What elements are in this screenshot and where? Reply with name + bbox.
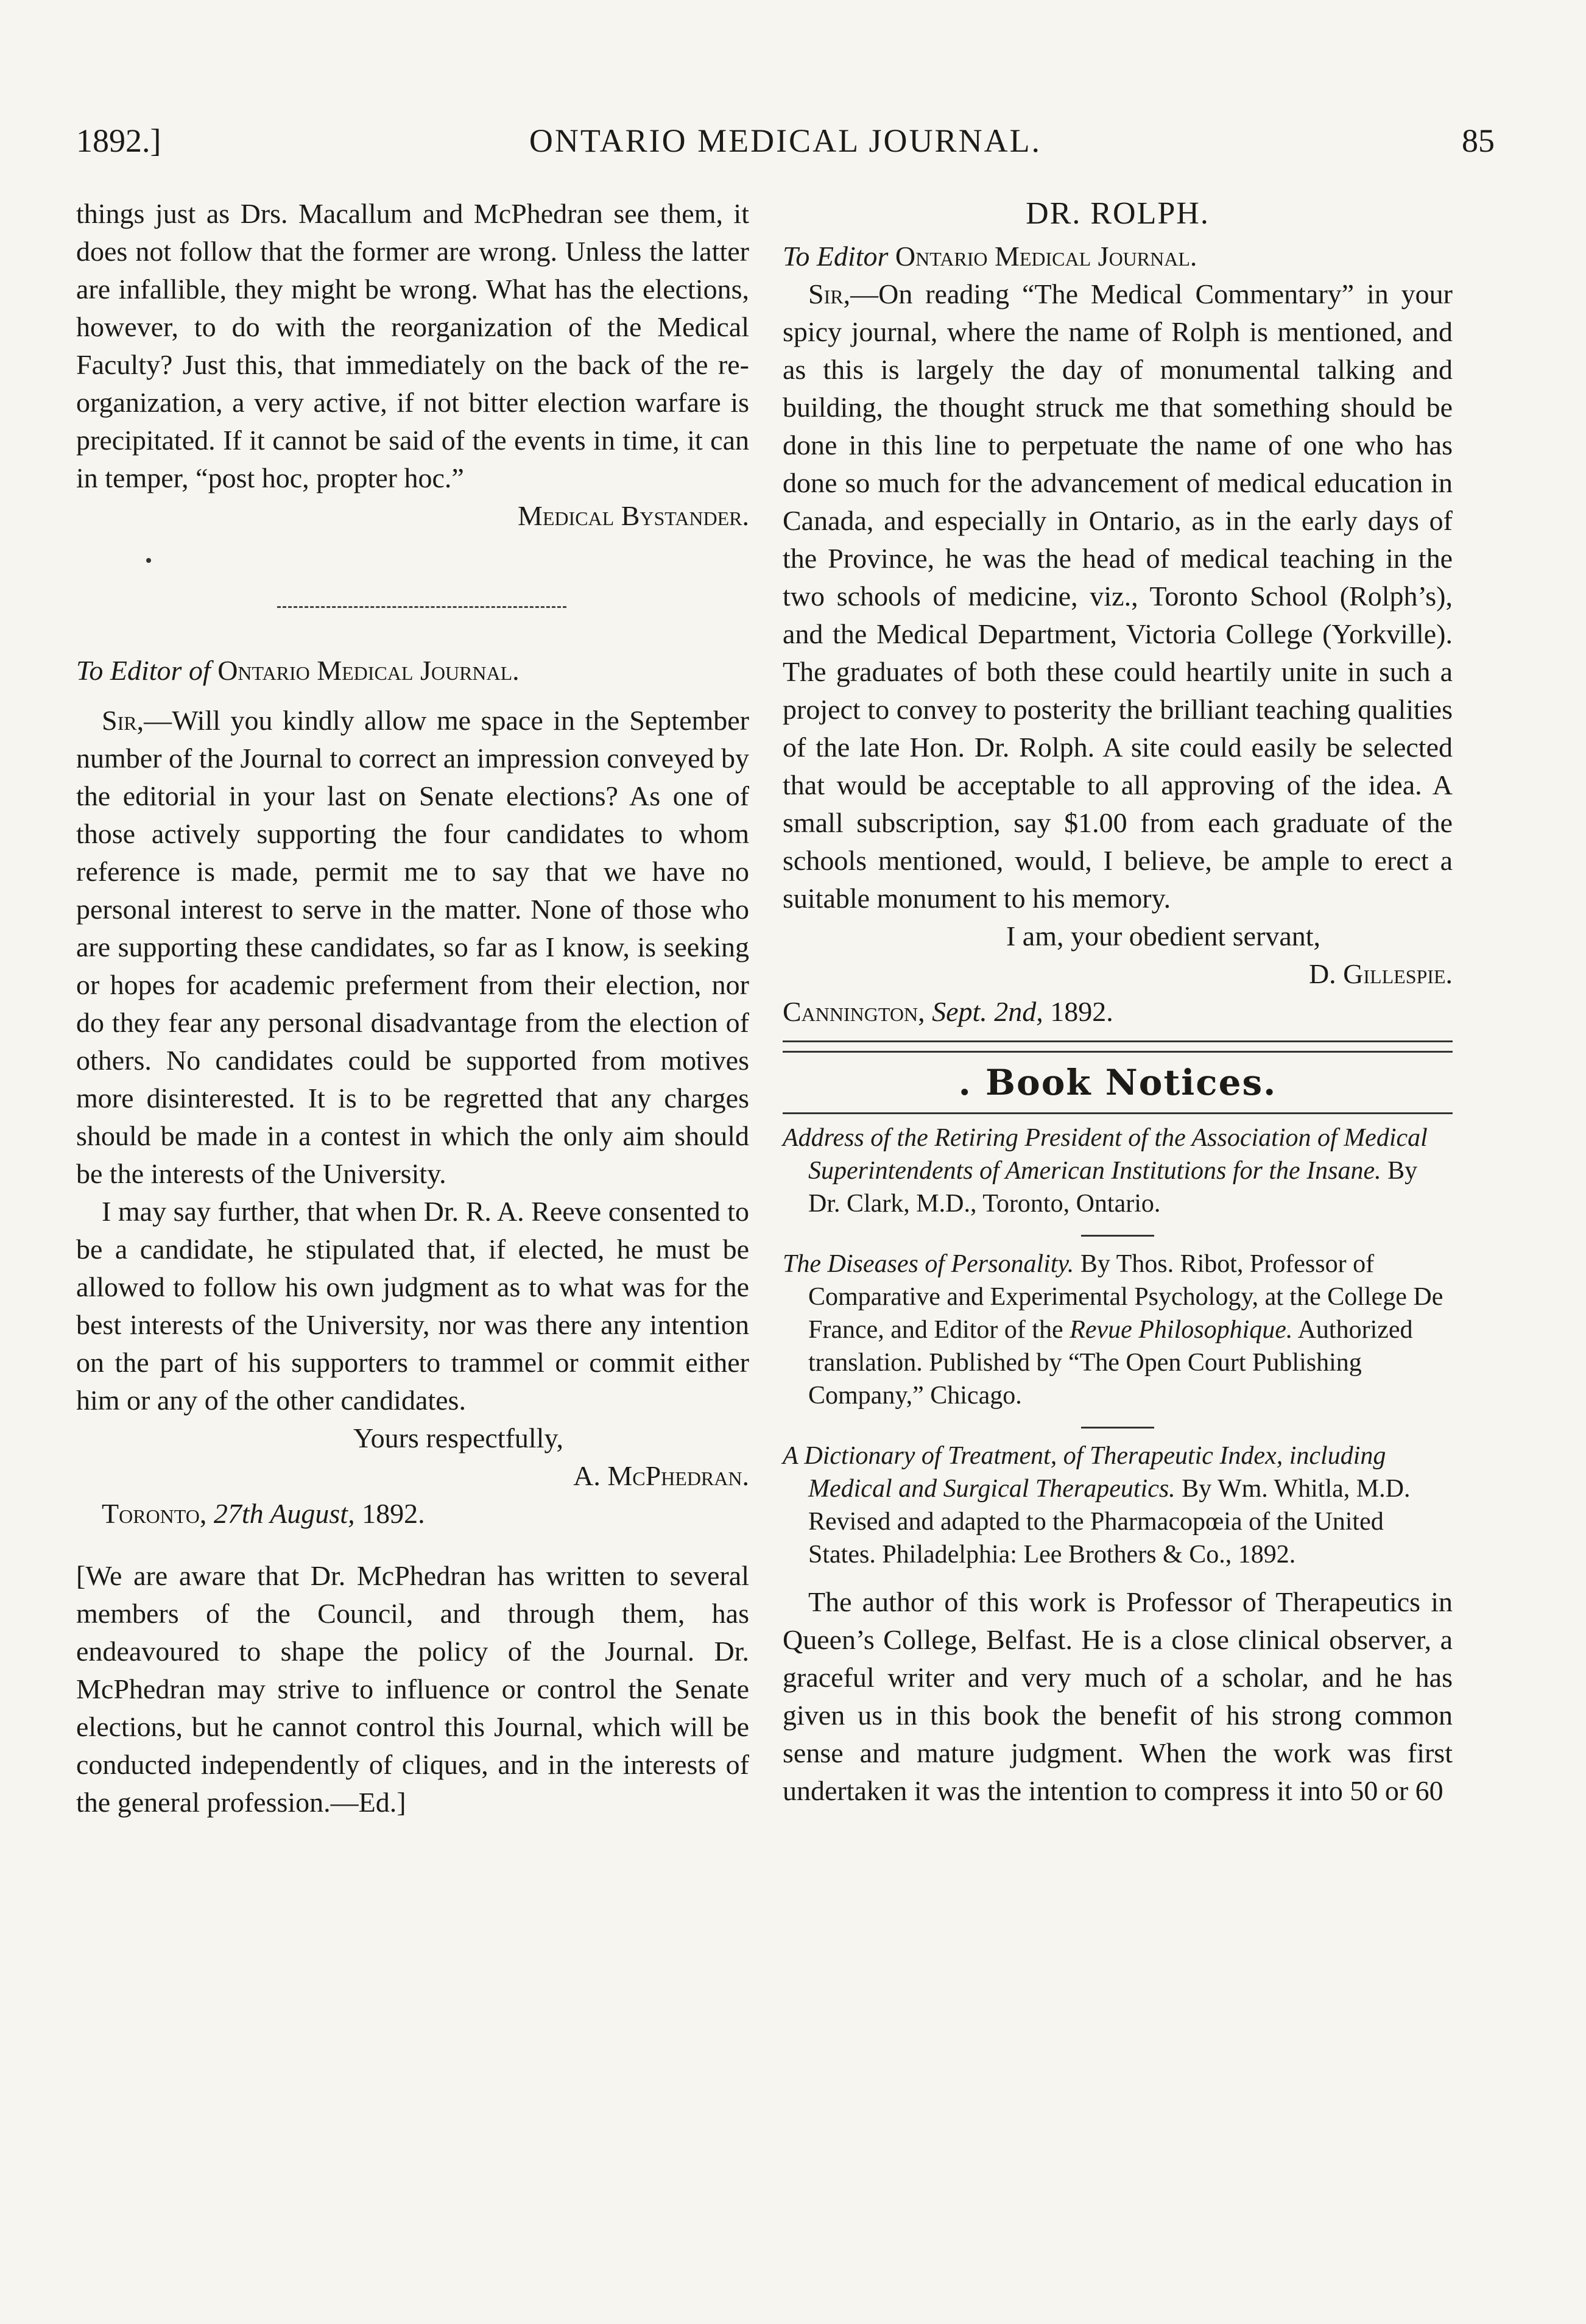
page-number: 85 [1462, 122, 1495, 159]
journal-title: ONTARIO MEDICAL JOURNAL. [529, 122, 1042, 159]
bystander-signature: Medical Bystander. [517, 500, 749, 531]
rolph-closing: I am, your obedient servant, [1006, 920, 1321, 952]
left-column [76, 195, 749, 1821]
letter-closing: Yours respectfully, [353, 1422, 563, 1453]
book-review-text: The author of this work is Professor of Therapeutics in Queen’s College, Belfast. He is a close clinical observer, a graceful writer and very much of a scholar, and he has given us in this book the benefit of his strong common sense and mature judgment. When the work was first undertaken it was the intention to compress it into 50 or 60 [783, 1586, 1453, 1806]
rolph-heading: DR. ROLPH. [1026, 196, 1210, 231]
bystander-paragraph: things just as Drs. Macallum and McPhedran see them, it does not follow that the former are wrong. Unless the latter are infallible, they might be wrong. What has the elections, however, to do with the reorganization of the Medical Faculty? Just this, that immediately on the back of the re-organization, a very active, if not bitter election warfare is precipitated. If it cannot be said of the events in time, it can in temper, “post hoc, propter hoc.” [76, 198, 749, 493]
rolph-dateline: Cannington, Sept. 2nd, 1892. [783, 996, 1113, 1027]
header-year: 1892.] [76, 122, 161, 159]
running-header [76, 122, 1495, 171]
letter-paragraph-2: I may say further, that when Dr. R. A. Reeve consented to be a candidate, he stipulated that, if elected, he must be allowed to follow his own judgment as to what was for the best interests of the University, nor was there any intention on the part of his supporters to trammel or commit either him or any of the other candidates. [76, 1196, 749, 1416]
ink-dot [76, 535, 749, 573]
book-divider-2 [1081, 1427, 1154, 1429]
rolph-addressee: To Editor Ontario Medical Journal. [783, 241, 1197, 272]
book-notice-3: A Dictionary of Treatment, of Therapeutic Index, including Medical and Surgical Therapeutics. By Wm. Whitla, M.D. Revised and adapted to the Pharmacopœia of the United States. Philadelphia: Lee Brothers & Co., 1892. [783, 1442, 1411, 1569]
letter-paragraph-1: Sir,—Will you kindly allow me space in the September number of the Journal to correct an impression conveyed by the editorial in your last on Senate elections? As one of those actively supporting the four candidates to whom reference is made, permit me to say that we have no personal interest to serve in the matter. None of those who are supporting these candidates, so far as I know, is seeking or hopes for academic preferment from their election, nor do they fear any personal disadvantage from the election of others. No candidates could be supported from motives more disinterested. It is to be regretted that any charges should be made in a contest in which the only aim should be the interests of the University. [76, 705, 749, 1189]
letter-addressee: To Editor of Ontario Medical Journal. [76, 655, 520, 686]
letter-signature: A. McPhedran. [573, 1460, 749, 1491]
book-notice-2: The Diseases of Personality. By Thos. Ribot, Professor of Comparative and Experimental Psychology, at the College De France, and Editor of the Revue Philosophique. Authorized translation. Published by “The Open Court Publishing Company,” Chicago. [783, 1250, 1443, 1410]
rolph-letter-body: Sir,—On reading “The Medical Commentary” in your spicy journal, where the name of Rolph is mentioned, and as this is largely the day of monumental talking and building, the thought struck me that something should be done in this line to perpetuate the name of one who has done so much for the advancement of medical education in Canada, and especially in Ontario, as in the early days of the Province, he was the head of medical teaching in the two schools of medicine, viz., Toronto School (Rolph’s), and the Medical Department, Victoria College (Yorkville). The graduates of both these could heartily unite in such a project to convey to posterity the brilliant teaching qualities of the late Hon. Dr. Rolph. A site could easily be selected that would be acceptable to all approving of the idea. A small subscription, say $1.00 from each graduate of the schools mentioned, would, I believe, be ample to erect a suitable monument to his memory. [783, 278, 1453, 914]
book-notice-1: Address of the Retiring President of the Association of Medical Superintendents of American Institutions for the Insane. By Dr. Clark, M.D., Toronto, Ontario. [783, 1124, 1428, 1218]
book-notices-heading: . Book Notices. [783, 1059, 1453, 1114]
letter-dateline: Toronto, 27th August, 1892. [102, 1498, 425, 1529]
editor-note: [We are aware that Dr. McPhedran has written to several members of the Council, and through them, has endeavoured to shape the policy of the Journal. Dr. McPhedran may strive to influence or control the Senate elections, but he cannot control this Journal, which will be conducted independently of cliques, and in the interests of the general profession.—Ed.] [76, 1560, 749, 1818]
rolph-signature: D. Gillespie. [1308, 958, 1453, 989]
double-rule-divider [783, 1040, 1453, 1053]
section-divider [76, 573, 749, 627]
right-column [783, 195, 1453, 1810]
book-divider-1 [1081, 1235, 1154, 1237]
